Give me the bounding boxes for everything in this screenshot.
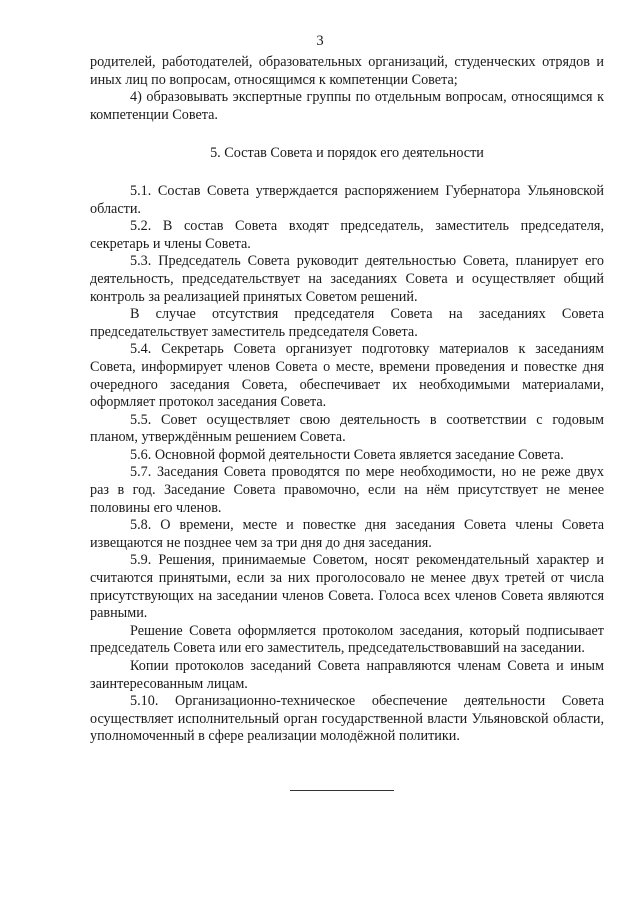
paragraph-protocol-copies: Копии протоколов заседаний Совета направляются членам Совета и иным заинтересованным лицам. xyxy=(90,658,604,692)
paragraph-5-5: 5.5. Совет осуществляет свою деятельность в соответствии с годовым планом, утверждённым решением Совета. xyxy=(90,411,604,446)
end-divider-line xyxy=(290,790,394,791)
list-item-4: 4) образовывать экспертные группы по отдельным вопросам, относящимся к компетенции Совета. xyxy=(90,89,604,123)
paragraph-5-2: 5.2. В состав Совета входят председатель, заместитель председателя, секретарь и члены Совета. xyxy=(90,218,604,252)
paragraph-chair-absence: В случае отсутствия председателя Совета на заседаниях Совета председательствует заместитель председателя Совета. xyxy=(90,306,604,340)
paragraph-5-8: 5.8. О времени, месте и повестке дня заседания Совета члены Совета извещаются не позднее чем за три дня до дня заседания. xyxy=(90,517,604,551)
document-body xyxy=(90,54,604,746)
page-number: 3 xyxy=(316,33,324,49)
continuation-paragraph: родителей, работодателей, образовательных организаций, студенческих отрядов и иных лиц по вопросам, относящимся к компетенции Совета; xyxy=(90,54,604,88)
paragraph-5-1: 5.1. Состав Совета утверждается распоряжением Губернатора Ульяновской области. xyxy=(90,182,604,217)
paragraph-5-9: 5.9. Решения, принимаемые Советом, носят рекомендательный характер и считаются принятыми, если за них проголосовало не менее двух третей от числа присутствующих на заседании членов Совета. Голоса всех членов Совета являются равными. xyxy=(90,552,604,622)
paragraph-5-7: 5.7. Заседания Совета проводятся по мере необходимости, но не реже двух раз в год. Заседание Совета правомочно, если на нём присутствует не менее половины его членов. xyxy=(90,464,604,516)
section-heading: 5. Состав Совета и порядок его деятельности xyxy=(210,145,484,162)
paragraph-decision-protocol: Решение Совета оформляется протоколом заседания, который подписывает председатель Совета или его заместитель, председательствовавший на заседании. xyxy=(90,622,604,657)
paragraph-5-3: 5.3. Председатель Совета руководит деятельностью Совета, планирует его деятельность, председательствует на заседаниях Совета и осуществляет общий контроль за реализацией принятых Советом решений. xyxy=(90,253,604,305)
paragraph-5-6: 5.6. Основной формой деятельности Совета является заседание Совета. xyxy=(130,446,564,463)
paragraph-5-4: 5.4. Секретарь Совета организует подготовку материалов к заседаниям Совета, информирует членов Совета о месте, времени проведения и повестке дня очередного заседания Совета, обеспечивает их необходимыми материалами, оформляет протокол заседания Совета. xyxy=(90,341,604,411)
paragraph-5-10: 5.10. Организационно-техническое обеспечение деятельности Совета осуществляет исполнительный орган государственной власти Ульяновской области, уполномоченный в сфере реализации молодёжной политики. xyxy=(90,693,604,745)
